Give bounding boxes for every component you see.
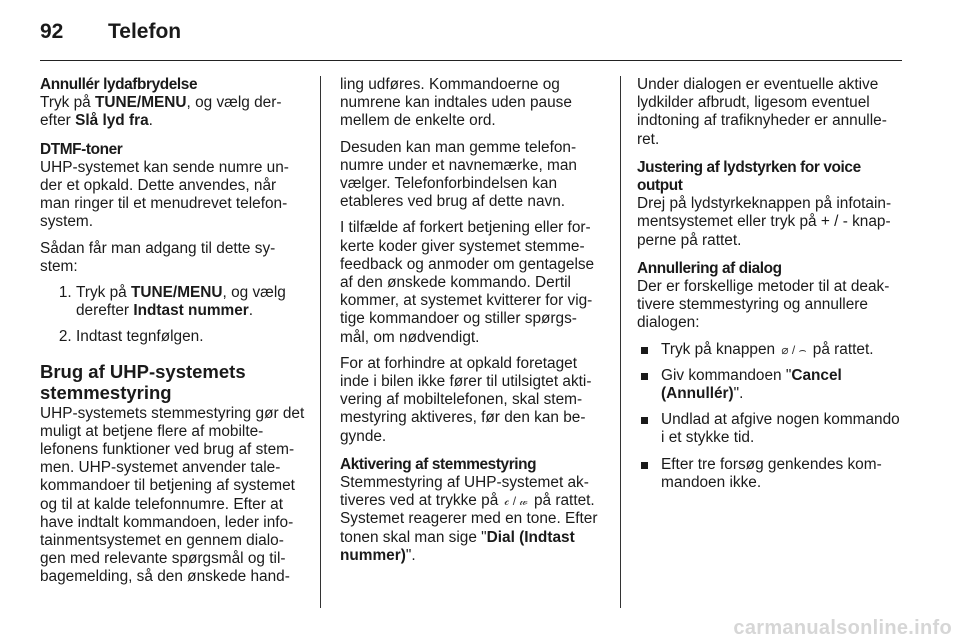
paragraph-cancel-dialog: Der er forskellige metoder til at deak-tivere stemmestyring og annullere dialogen:: [637, 278, 890, 332]
section-heading-voice-control: Brug af UHP-systemets stemmestyring: [40, 360, 246, 403]
page-number: 92: [40, 20, 64, 43]
paragraph: For at forhindre at opkald foretaget inde i bilen ikke fører til utilsigtet akti-vering af mobiltelefonen, skal stem-mestyring aktiveres, før den kan be-gynde.: [340, 354, 592, 445]
paragraph-voice-control-intro: UHP-systemets stemmestyring gør det muligt at betjene flere af mobilte-lefonens funktioner ved brug af stem-men. UHP-systemet anvender tale-kommandoer til betjening af systemet og til at kalde telefonnumre. Efter at have indtalt kommandoen, leder info-tainmentsystemet en gennem dialo-gen med relevante spørgsmål og til-bagemelding, så den ønskede hand-: [40, 404, 305, 586]
end-call-button-icon: ⌀ / ⌢: [781, 342, 807, 357]
column-3: [637, 76, 902, 500]
voice-control-button-icon: 𝒸 / 𝓌: [504, 494, 528, 509]
subheading-cancel-mute: Annullér lydafbrydelse: [40, 76, 198, 93]
column-2: [340, 76, 605, 573]
chapter-title: Telefon: [108, 20, 182, 43]
paragraph: Under dialogen er eventuelle aktive lydkilder afbrudt, ligesom eventuel indtoning af trafiknyheder er annulle-ret.: [637, 76, 887, 148]
bullet-list: [637, 341, 902, 492]
list-item: 1. Tryk på TUNE/MENU, og vælg derefter Indtast nummer.: [76, 284, 305, 320]
list-item: Tryk på knappen ⌀ / ⌢ på rattet.: [637, 341, 902, 359]
paragraph: ling udføres. Kommandoerne og numrene kan indtales uden pause mellem de enkelte ord.: [340, 76, 572, 130]
paragraph-volume: Drej på lydstyrkeknappen på infotain-mentsystemet eller tryk på + / - knap-perne på rattet.: [637, 195, 892, 249]
subheading-volume: Justering af lydstyrken for voice output: [637, 158, 861, 195]
column-1: [40, 76, 305, 595]
steps-list: [40, 284, 305, 347]
paragraph-cancel-mute: Tryk på TUNE/MENU, og vælg der-efter Slå lyd fra.: [40, 94, 282, 130]
paragraph-dtmf: UHP-systemet kan sende numre un-der et opkald. Dette anvendes, når man ringer til et menudrevet telefon-system.: [40, 158, 289, 231]
subheading-activate-voice: Aktivering af stemmestyring: [340, 455, 537, 473]
watermark: carmanualsonline.info: [733, 617, 952, 639]
list-item: Undlad at afgive nogen kommando i et stykke tid.: [637, 411, 902, 447]
subheading-dtmf: DTMF-toner: [40, 140, 123, 158]
list-item: Efter tre forsøg genkendes kom-mandoen ikke.: [637, 456, 902, 492]
list-item: 2. Indtast tegnfølgen.: [76, 328, 305, 346]
paragraph-dtmf-access: Sådan får man adgang til dette sy-stem:: [40, 239, 276, 275]
subheading-cancel-dialog: Annullering af dialog: [637, 259, 782, 277]
paragraph: I tilfælde af forkert betjening eller for-kerte koder giver systemet stemme-feedback og anmoder om gentagelse af den ønskede kommando. Dertil kommer, at systemet kvitterer for vig-tige kommandoer og stiller spørgs-mål, om nødvendigt.: [340, 219, 595, 346]
page-header: [40, 18, 902, 61]
paragraph-activate-voice: Stemmestyring af UHP-systemet ak-tiveres ved at trykke på 𝒸 / 𝓌 på rattet. Systemet reagerer med en tone. Efter tonen skal man sige "Dial (Indtast nummer)".: [340, 474, 598, 564]
column-divider-right: [620, 76, 621, 608]
column-divider-left: [320, 76, 321, 608]
list-item: Giv kommandoen "Cancel (Annullér)".: [637, 367, 902, 403]
paragraph: Desuden kan man gemme telefon-numre under et navnemærke, man vælger. Telefonforbindelsen kan etableres ved brug af dette navn.: [340, 138, 577, 211]
